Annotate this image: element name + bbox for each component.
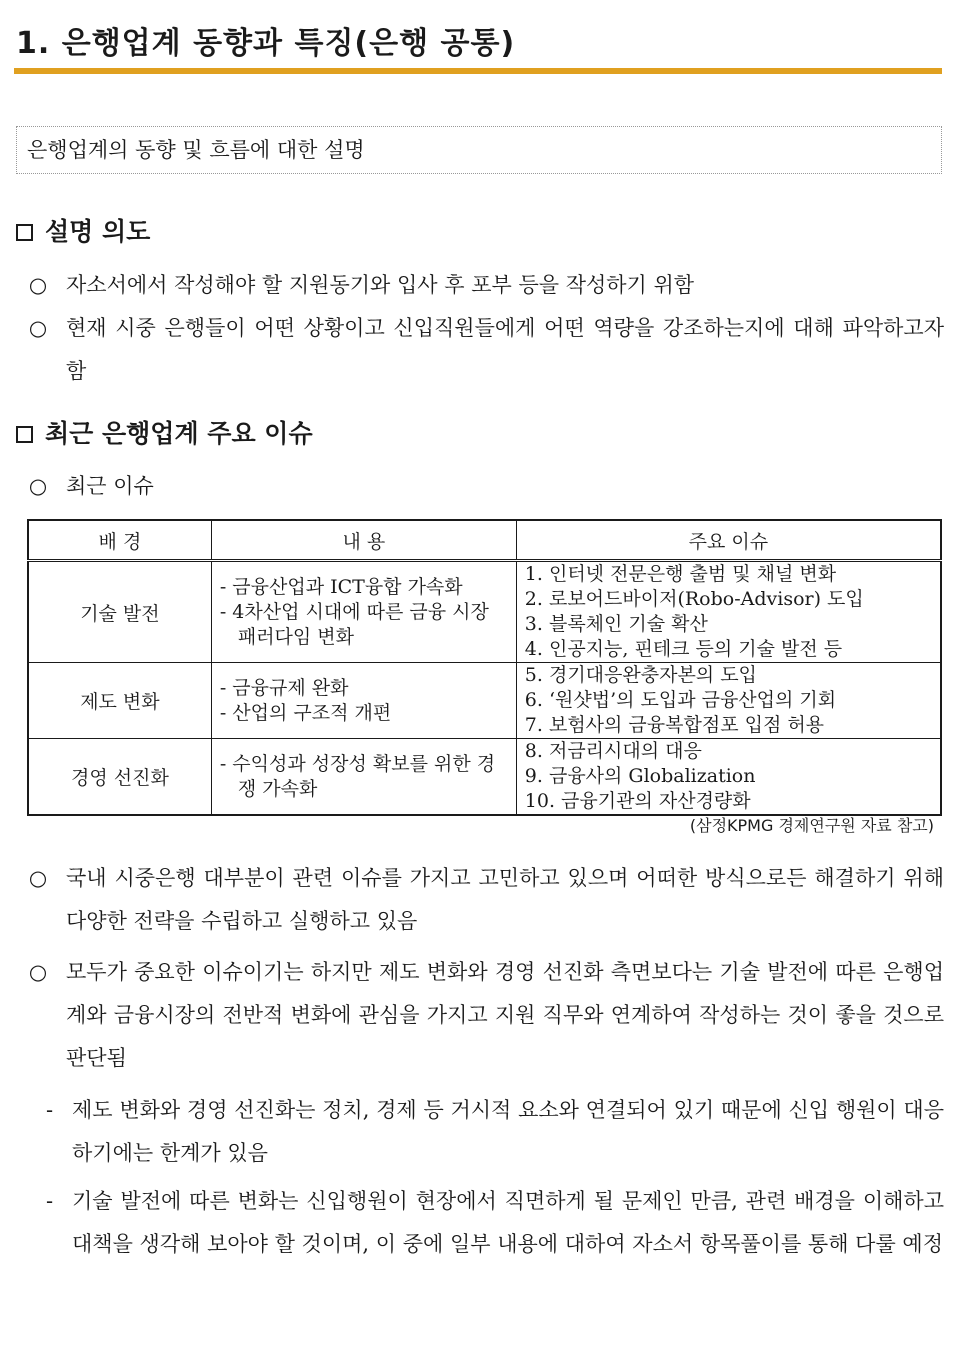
issues-table (27, 519, 942, 816)
issue-item: 10. 금융기관의 자산경량화 (524, 790, 751, 812)
issue-item: 7. 보험사의 금융복합점포 입점 허용 (524, 714, 825, 736)
table-source-note: (삼정KPMG 경제연구원 자료 참고) (689, 816, 934, 835)
content-item: - 금융규제 완화 (219, 676, 349, 699)
bullet-text: 현재 시중 은행들이 어떤 상황이고 신입직원들에게 어떤 역량을 강조하는지에 대해 파악하고자 함 (66, 316, 944, 383)
dash-mark: - (46, 1098, 54, 1122)
row-background: 경영 선진화 (28, 739, 211, 816)
analysis-dash-1 (46, 1089, 944, 1175)
section-heading-text: 최근 은행업계 주요 이슈 (45, 419, 313, 448)
circle-bullet-icon: ○ (28, 866, 48, 890)
row-contents (211, 739, 516, 816)
header-background: 배 경 (28, 520, 211, 561)
analysis-bullet-1 (28, 857, 944, 943)
row-background: 기술 발전 (28, 561, 211, 663)
section-heading-text: 설명 의도 (45, 217, 151, 246)
issue-item: 9. 금융사의 Globalization (524, 765, 756, 787)
bullet-text: 자소서에서 작성해야 할 지원동기와 입사 후 포부 등을 작성하기 위함 (66, 273, 695, 297)
circle-bullet-icon: ○ (28, 474, 48, 498)
section-heading-issues (16, 414, 313, 450)
bullet-text: 최근 이슈 (66, 474, 154, 498)
bullet-text: 모두가 중요한 이슈이기는 하지만 제도 변화와 경영 선진화 측면보다는 기술 발전에 따른 은행업계와 금융시장의 전반적 변화에 관심을 가지고 지원 직무와 연계하여 작성하는 것이 좋을 것으로 판단됨 (66, 960, 944, 1070)
title-underline (14, 68, 942, 74)
issue-item: 6. ‘원샷법’의 도입과 금융산업의 기회 (524, 689, 837, 711)
header-content: 내 용 (211, 520, 516, 561)
dash-text: 기술 발전에 따른 변화는 신입행원이 현장에서 직면하게 될 문제인 만큼, 관련 배경을 이해하고 대책을 생각해 보아야 할 것이며, 이 중에 일부 내용에 대하여 자소서 항목풀이를 통해 다룰 예정 (72, 1189, 944, 1256)
section-heading-intent (16, 212, 150, 248)
table-row (28, 561, 941, 663)
page-title: 1. 은행업계 동향과 특징(은행 공통) (16, 26, 516, 61)
analysis-bullet-2 (28, 951, 944, 1080)
issue-item: 1. 인터넷 전문은행 출범 및 채널 변화 (524, 563, 837, 585)
header-key-issues: 주요 이슈 (516, 520, 941, 561)
issue-item: 4. 인공지능, 핀테크 등의 기술 발전 등 (524, 638, 843, 660)
row-contents (211, 663, 516, 739)
checkbox-icon (16, 224, 33, 241)
dash-mark: - (46, 1189, 54, 1213)
row-issues (516, 663, 941, 739)
content-item: - 수익성과 성장성 확보를 위한 경쟁 가속화 (219, 752, 496, 800)
content-item: - 4차산업 시대에 따른 금융 시장 패러다임 변화 (219, 600, 489, 648)
circle-bullet-icon: ○ (28, 960, 48, 984)
row-issues (516, 561, 941, 663)
intent-bullet-2 (28, 307, 944, 393)
issue-item: 5. 경기대응완충자본의 도입 (524, 664, 757, 686)
issue-item: 3. 블록체인 기술 확산 (524, 613, 708, 635)
issues-sub-bullet (28, 465, 944, 508)
analysis-dash-2 (46, 1180, 944, 1266)
table-row (28, 663, 941, 739)
table-row (28, 739, 941, 816)
bullet-text: 국내 시중은행 대부분이 관련 이슈를 가지고 고민하고 있으며 어떠한 방식으로든 해결하기 위해 다양한 전략을 수립하고 실행하고 있음 (66, 866, 944, 933)
table-header-row (28, 520, 941, 561)
issue-item: 8. 저금리시대의 대응 (524, 740, 702, 762)
row-background: 제도 변화 (28, 663, 211, 739)
row-contents (211, 561, 516, 663)
dash-text: 제도 변화와 경영 선진화는 정치, 경제 등 거시적 요소와 연결되어 있기 때문에 신입 행원이 대응하기에는 한계가 있음 (72, 1098, 944, 1165)
circle-bullet-icon: ○ (28, 316, 48, 340)
circle-bullet-icon: ○ (28, 273, 48, 297)
issue-item: 2. 로보어드바이저(Robo-Advisor) 도입 (524, 588, 864, 610)
checkbox-icon (16, 426, 33, 443)
row-issues (516, 739, 941, 816)
content-item: - 금융산업과 ICT융합 가속화 (219, 575, 463, 598)
summary-box: 은행업계의 동향 및 흐름에 대한 설명 (16, 126, 942, 174)
content-item: - 산업의 구조적 개편 (219, 701, 392, 724)
intent-bullet-1 (28, 264, 944, 307)
